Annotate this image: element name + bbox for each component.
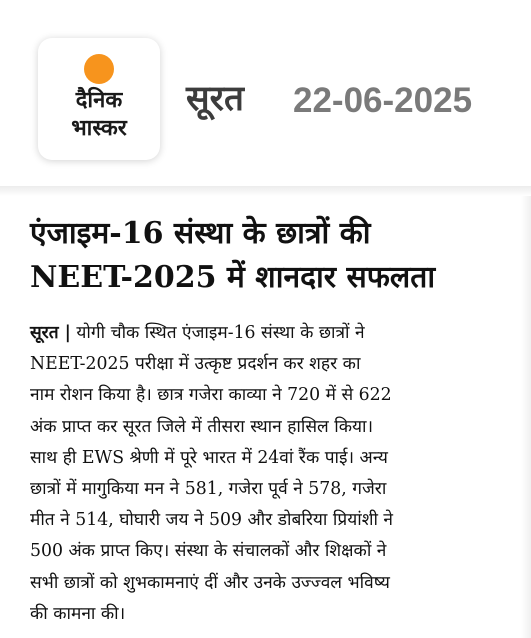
article-headline xyxy=(30,212,510,300)
page-edge-shadow xyxy=(521,196,531,638)
masthead xyxy=(0,0,531,190)
article-line-7: मीत ने 514, घोघारी जय ने 509 और डोबरिया प्रियांशी ने xyxy=(30,510,394,531)
headline-line-1: एंजाइम-16 संस्था के छात्रों की xyxy=(30,216,371,251)
article-line-4: अंक प्राप्त कर सूरत जिले में तीसरा स्थान हासिल किया। xyxy=(30,416,374,437)
article-line-8: 500 अंक प्राप्त किए। संस्था के संचालकों और शिक्षकों ने xyxy=(30,541,387,562)
edition-city: सूरत xyxy=(186,79,244,119)
sun-icon xyxy=(84,54,114,84)
article-dateline: सूरत | xyxy=(30,323,71,343)
article-body xyxy=(30,318,506,630)
article-line-3: नाम रोशन किया है। छात्र गजेरा काव्या ने 720 में से 622 xyxy=(30,385,392,406)
logo-brand-line1: दैनिक xyxy=(75,88,123,113)
article-line-1 xyxy=(30,318,506,349)
article-line-6: छात्रों में मागुकिया मन ने 581, गजेरा पूर्व ने 578, गजेरा xyxy=(30,479,387,500)
logo-brand-line2: भास्कर xyxy=(71,116,127,141)
edition-date: 22-06-2025 xyxy=(293,81,473,120)
article-line-5: साथ ही EWS श्रेणी में पूरे भारत में 24वां रैंक पाई। अन्य xyxy=(30,447,388,468)
headline-line-2: NEET-2025 में शानदार सफलता xyxy=(30,260,436,295)
dainik-bhaskar-logo xyxy=(38,38,160,160)
article-line-2: NEET-2025 परीक्षा में उत्कृष्ट प्रदर्शन कर शहर का xyxy=(30,354,361,375)
article-line-9: सभी छात्रों को शुभकामनाएं दीं और उनके उज्ज्वल भविष्य xyxy=(30,572,390,593)
article-line-1-text: योगी चौक स्थित एंजाइम-16 संस्था के छात्रों ने xyxy=(70,323,365,343)
article-line-10: की कामना की। xyxy=(30,603,126,624)
header-divider xyxy=(0,186,531,196)
